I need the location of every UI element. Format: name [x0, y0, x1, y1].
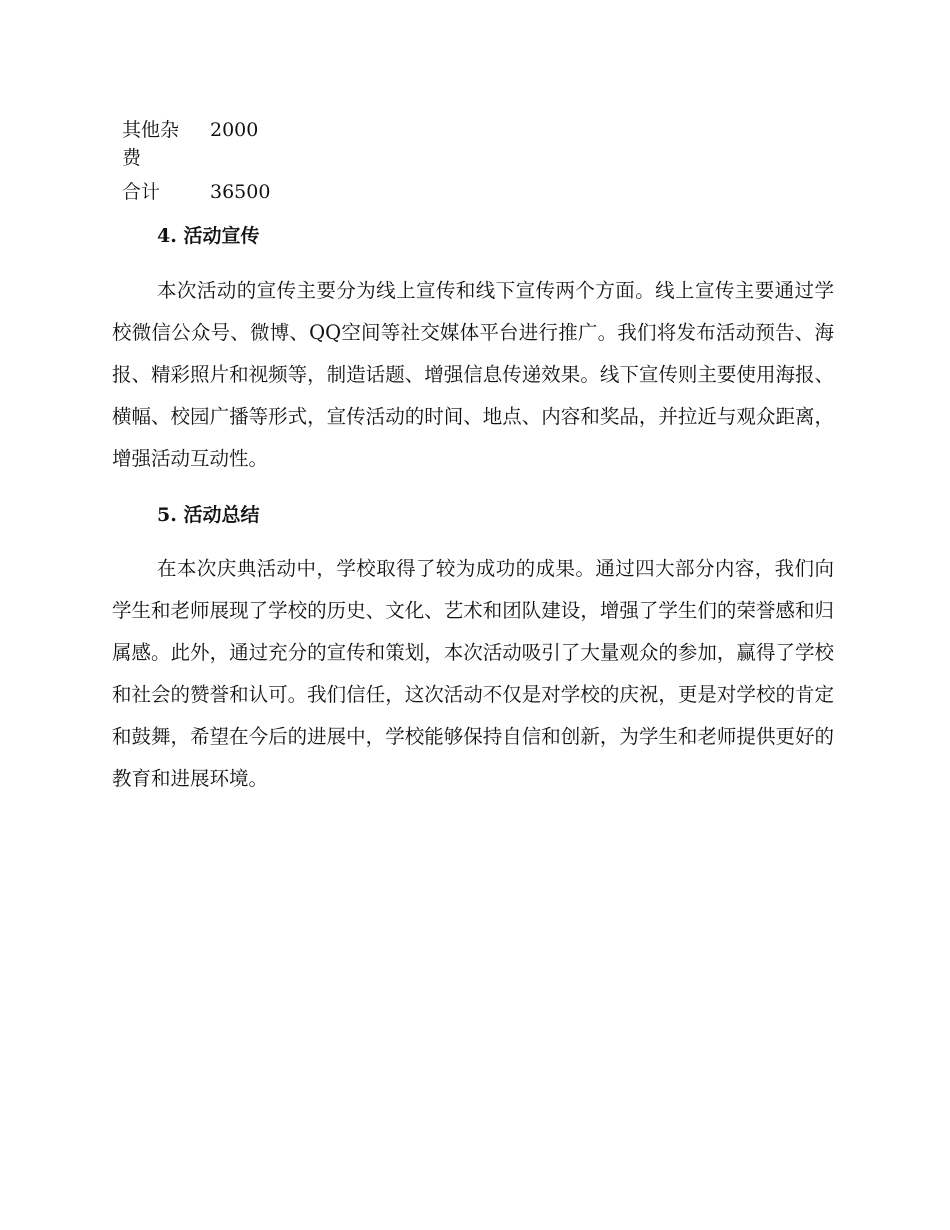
budget-table [118, 116, 270, 206]
section-heading-summary: 5. 活动总结 [157, 504, 260, 526]
budget-amount-cell: 2000 [210, 119, 259, 141]
table-total-row [118, 172, 270, 206]
budget-item-cell: 其他杂费 [122, 119, 180, 169]
table-row [118, 116, 270, 172]
section-heading-publicity: 4. 活动宣传 [157, 225, 260, 247]
total-label-cell: 合计 [122, 181, 161, 203]
total-amount-cell: 36500 [210, 181, 271, 203]
section-body-publicity: 本次活动的宣传主要分为线上宣传和线下宣传两个方面。线上宣传主要通过学校微信公众号、微博、QQ空间等社交媒体平台进行推广。我们将发布活动预告、海报、精彩照片和视频等，制造话题、增强信息传递效果。线下宣传则主要使用海报、横幅、校园广播等形式，宣传活动的时间、地点、内容和奖品，并拉近与观众距离，增强活动互动性。 [112, 279, 834, 470]
section-body-summary: 在本次庆典活动中，学校取得了较为成功的成果。通过四大部分内容，我们向学生和老师展现了学校的历史、文化、艺术和团队建设，增强了学生们的荣誉感和归属感。此外，通过充分的宣传和策划，本次活动吸引了大量观众的参加，赢得了学校和社会的赞誉和认可。我们信任，这次活动不仅是对学校的庆祝，更是对学校的肯定和鼓舞，希望在今后的进展中，学校能够保持自信和创新，为学生和老师提供更好的教育和进展环境。 [112, 557, 834, 790]
